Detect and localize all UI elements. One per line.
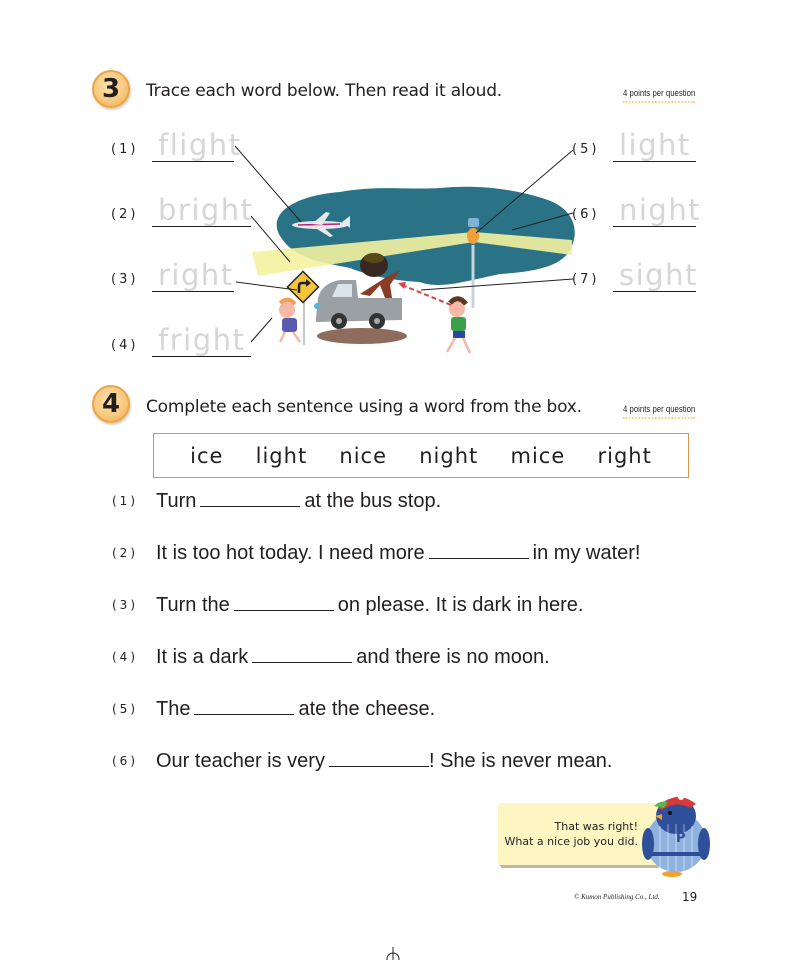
sentence-2 [156, 541, 640, 565]
copyright-text: © Kumon Publishing Co., Ltd. [574, 893, 660, 901]
night-street-illustration [0, 0, 786, 400]
trace-word-night[interactable]: night [613, 195, 696, 227]
trace-word-sight[interactable]: sight [613, 260, 696, 292]
section-3-number: 3 [101, 74, 121, 104]
trace-number-5: (5) [572, 142, 600, 157]
trace-number-4: (4) [111, 338, 139, 353]
sentence-number-2: (2) [112, 546, 138, 560]
section-3-instruction: Trace each word below. Then read it aloud. [146, 81, 503, 101]
sentence-number-6: (6) [112, 754, 138, 768]
word-bank-item: ice [190, 443, 224, 468]
answer-blank-1[interactable] [200, 489, 300, 507]
sentence-text: ate the cheese. [298, 698, 436, 720]
trace-word-flight[interactable]: flight [152, 130, 234, 162]
sentence-text: on please. It is dark in here. [337, 594, 584, 616]
sentence-text: The [156, 698, 191, 720]
svg-text:P: P [676, 831, 686, 846]
section-4-points: 4 points per question [623, 404, 695, 419]
sentence-1 [156, 489, 441, 513]
section-4-badge [92, 385, 130, 423]
word-bank-item: mice [510, 443, 566, 468]
sentence-4 [156, 645, 550, 669]
sentence-number-3: (3) [112, 598, 138, 612]
answer-blank-4[interactable] [252, 645, 352, 663]
sentence-3 [156, 593, 583, 617]
section-4-number: 4 [101, 389, 121, 419]
sentence-5 [156, 697, 435, 721]
sentence-text: and there is no moon. [356, 646, 550, 668]
trace-number-6: (6) [572, 207, 600, 222]
page-number: 19 [682, 890, 698, 904]
answer-blank-2[interactable] [429, 541, 529, 559]
section-3-points: 4 points per question [623, 88, 695, 103]
sentence-text: Our teacher is very [156, 750, 325, 772]
sentence-text: It is a dark [156, 646, 249, 668]
trace-number-3: (3) [111, 272, 139, 287]
sentence-text: ! She is never mean. [428, 750, 613, 772]
answer-blank-3[interactable] [234, 593, 334, 611]
sentence-text: in my water! [532, 542, 641, 564]
word-bank-box [153, 433, 689, 478]
answer-blank-6[interactable] [329, 749, 429, 767]
penguin-mascot-icon [640, 786, 712, 878]
word-bank-item: nice [339, 443, 388, 468]
trace-word-light[interactable]: light [613, 130, 696, 162]
trace-word-right[interactable]: right [152, 260, 234, 292]
sentence-text: Turn the [156, 594, 230, 616]
registration-mark-icon [383, 947, 403, 960]
answer-blank-5[interactable] [194, 697, 294, 715]
sentence-text: Turn [156, 490, 197, 512]
trace-number-7: (7) [572, 272, 600, 287]
sentence-number-1: (1) [112, 494, 138, 508]
sentence-6 [156, 749, 612, 773]
trace-word-fright[interactable]: fright [152, 325, 251, 357]
feedback-bubble [498, 803, 658, 865]
word-bank-item: right [597, 443, 652, 468]
word-bank-item: light [255, 443, 308, 468]
sentence-number-4: (4) [112, 650, 138, 664]
girl-running-icon [279, 300, 300, 342]
trace-word-bright[interactable]: bright [152, 195, 251, 227]
section-4-instruction: Complete each sentence using a word from the box. [146, 397, 582, 417]
trace-number-1: (1) [111, 142, 139, 157]
trace-number-2: (2) [111, 207, 139, 222]
word-bank-item: night [419, 443, 479, 468]
boy-running-icon [447, 299, 470, 353]
sentence-text: at the bus stop. [304, 490, 442, 512]
sentence-number-5: (5) [112, 702, 138, 716]
sentence-text: It is too hot today. I need more [156, 542, 425, 564]
feedback-line-1: That was right! [554, 820, 638, 833]
truck-icon [314, 280, 407, 344]
feedback-line-2: What a nice job you did. [504, 835, 638, 848]
night-sky [277, 187, 575, 285]
